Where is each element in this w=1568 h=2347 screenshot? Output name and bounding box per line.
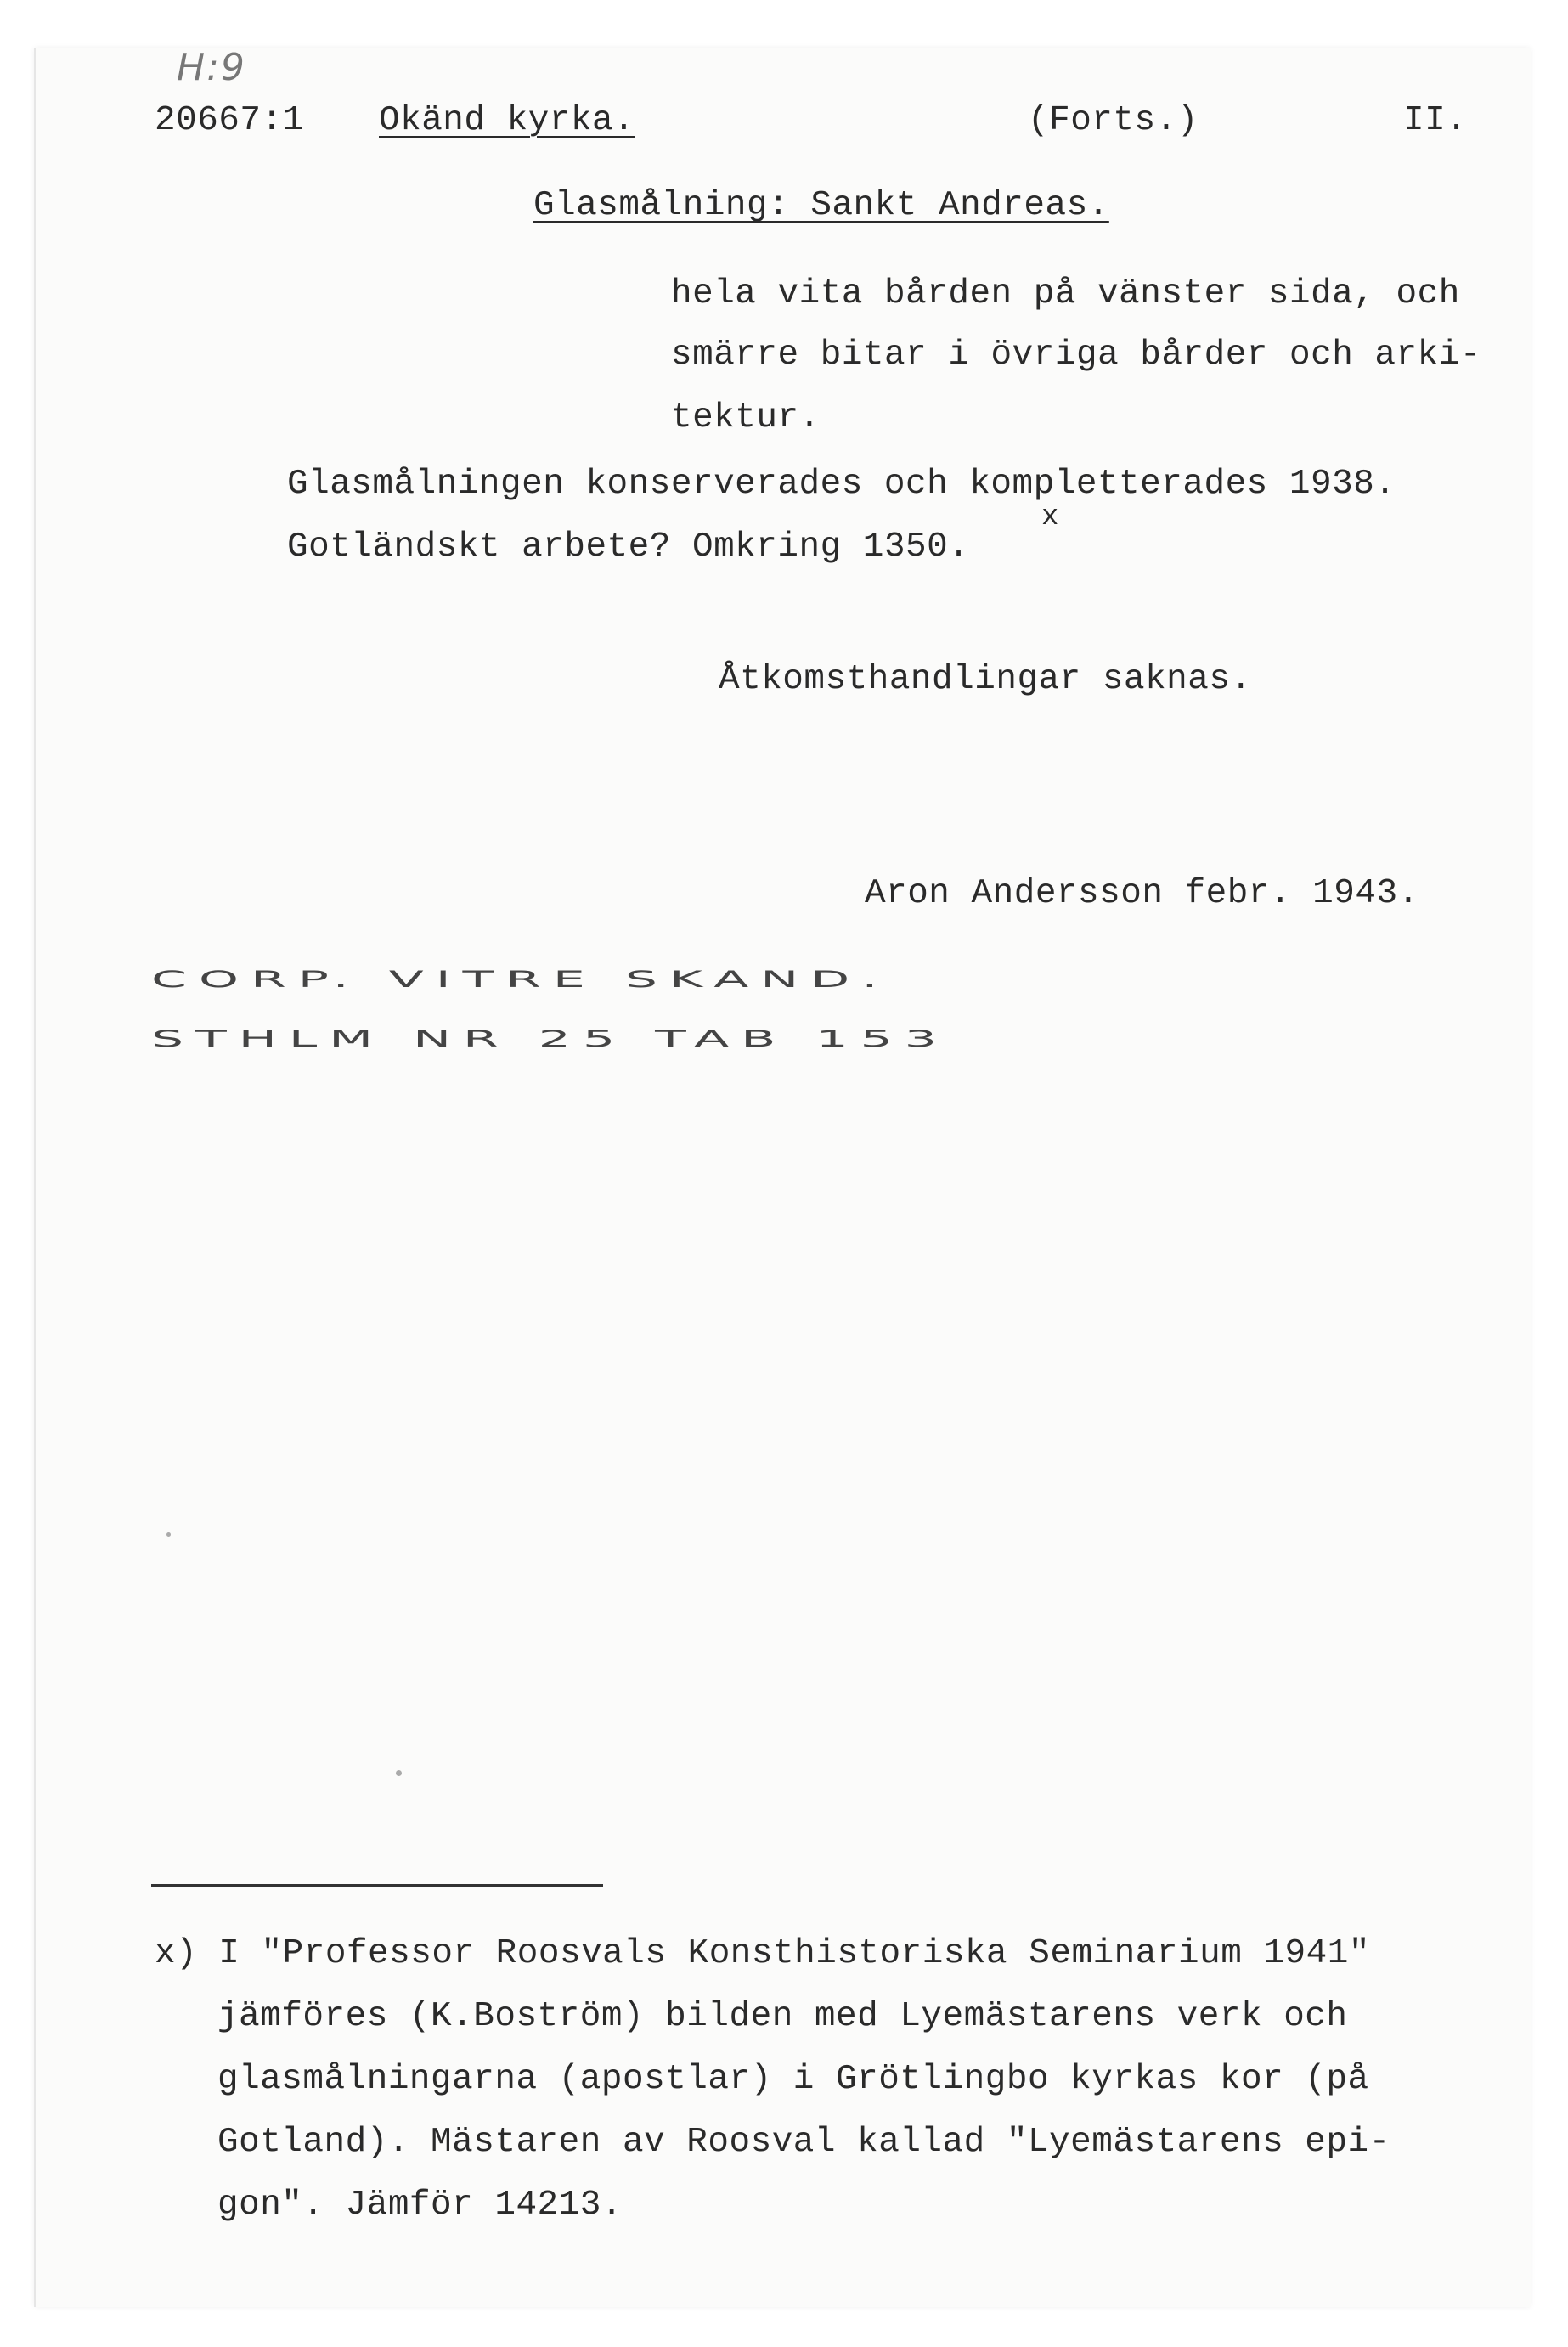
author-signature: Aron Andersson febr. 1943. <box>865 874 1419 913</box>
footnote-marker: x <box>1041 501 1059 533</box>
body-line-1: hela vita bården på vänster sida, och <box>671 274 1460 313</box>
continued-label: (Forts.) <box>1028 101 1199 140</box>
footnote-rule <box>151 1884 603 1887</box>
body-line-4: Glasmålningen konserverades och kompletterades 1938. <box>287 465 1396 504</box>
paper-speck <box>396 1770 402 1776</box>
church-name: Okänd kyrka. <box>379 101 635 140</box>
card-number: 20667:1 <box>155 101 304 140</box>
footnote-line-4: Gotland). Mästaren av Roosval kallad "Lyemästarens epi- <box>217 2123 1390 2162</box>
footnote-line-3: glasmålningarna (apostlar) i Grötlingbo kyrkas kor (på <box>217 2060 1369 2099</box>
subtitle: Glasmålning: Sankt Andreas. <box>533 186 1109 225</box>
acquisition-note: Åtkomsthandlingar saknas. <box>719 660 1252 699</box>
footnote-line-1: x) I "Professor Roosvals Konsthistoriska Seminarium 1941" <box>155 1934 1370 1973</box>
handwritten-line-2: STHLM NR 25 TAB 153 <box>151 1025 949 1052</box>
pencil-shelf-mark: H:9 <box>177 46 246 89</box>
body-line-2: smärre bitar i övriga bårder och arki- <box>671 336 1481 375</box>
page-number: II. <box>1403 101 1468 140</box>
handwritten-line-1: CORP. VITRE SKAND. <box>151 966 890 993</box>
paper-speck <box>166 1532 171 1537</box>
footnote-line-2: jämföres (K.Boström) bilden med Lyemästarens verk och <box>217 1997 1348 2036</box>
footnote-line-5: gon". Jämför 14213. <box>217 2186 623 2225</box>
body-line-5: Gotländskt arbete? Omkring 1350. <box>287 528 970 567</box>
body-line-3: tektur. <box>671 398 821 437</box>
